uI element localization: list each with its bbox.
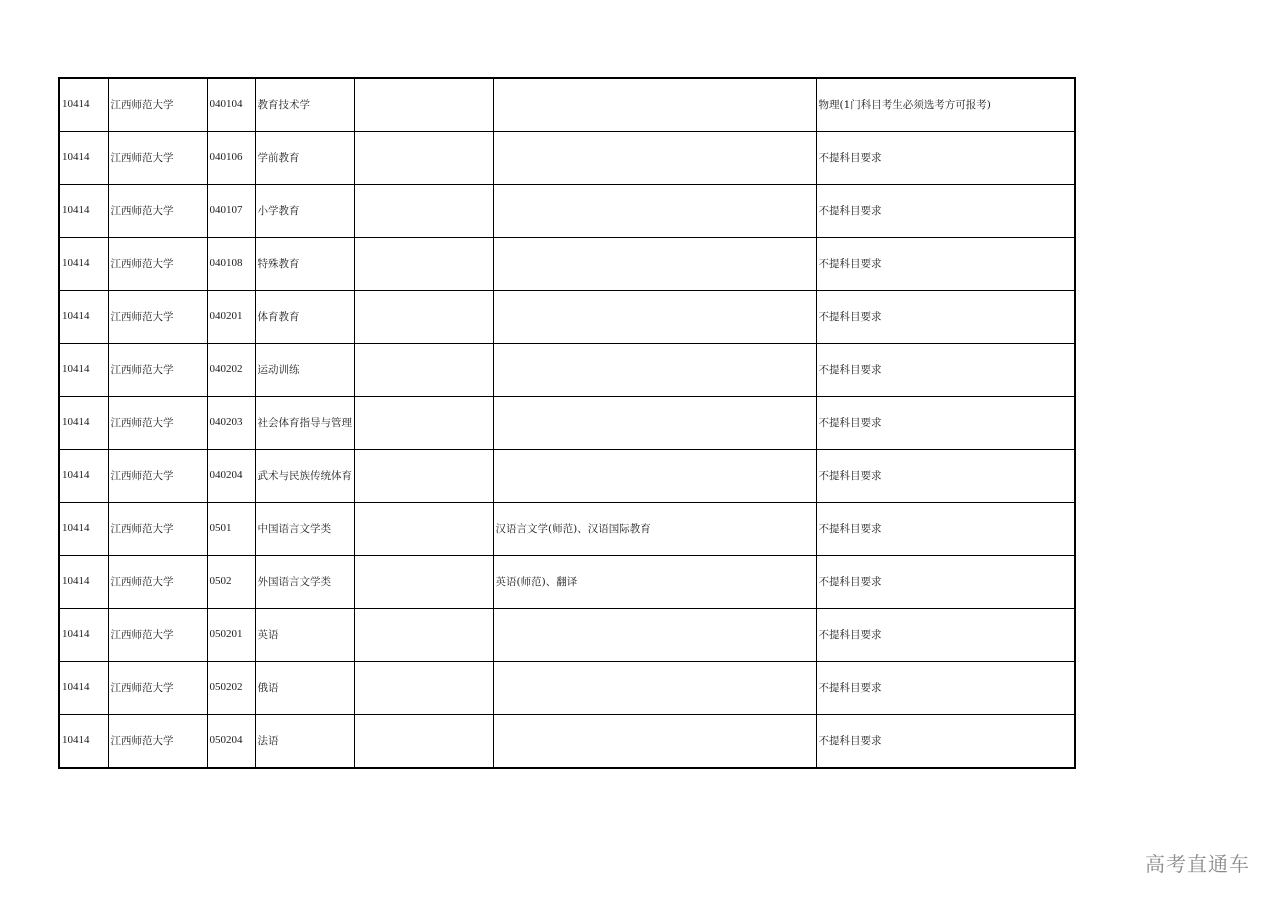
table-body xyxy=(59,78,1075,768)
school-name-cell: 江西师范大学 xyxy=(108,238,207,291)
included-majors-cell xyxy=(493,291,816,344)
school-name-cell: 江西师范大学 xyxy=(108,715,207,769)
major-name-cell: 英语 xyxy=(255,609,354,662)
subject-requirement-cell: 不提科目要求 xyxy=(816,238,1075,291)
major-code-cell: 040204 xyxy=(207,450,255,503)
school-code-cell: 10414 xyxy=(59,609,108,662)
school-name-cell: 江西师范大学 xyxy=(108,450,207,503)
school-code-cell: 10414 xyxy=(59,715,108,769)
major-requirements-table xyxy=(58,77,1076,769)
empty-cell xyxy=(354,185,493,238)
school-name-cell: 江西师范大学 xyxy=(108,609,207,662)
empty-cell xyxy=(354,503,493,556)
table-row xyxy=(59,556,1075,609)
table-row xyxy=(59,503,1075,556)
table-row xyxy=(59,291,1075,344)
major-code-cell: 040107 xyxy=(207,185,255,238)
school-name-cell: 江西师范大学 xyxy=(108,344,207,397)
major-name-cell: 外国语言文学类 xyxy=(255,556,354,609)
subject-requirement-cell: 不提科目要求 xyxy=(816,556,1075,609)
school-name-cell: 江西师范大学 xyxy=(108,185,207,238)
empty-cell xyxy=(354,662,493,715)
major-name-cell: 社会体育指导与管理 xyxy=(255,397,354,450)
table-row xyxy=(59,238,1075,291)
subject-requirement-cell: 不提科目要求 xyxy=(816,503,1075,556)
table-row xyxy=(59,185,1075,238)
empty-cell xyxy=(354,397,493,450)
included-majors-cell xyxy=(493,132,816,185)
school-code-cell: 10414 xyxy=(59,132,108,185)
school-code-cell: 10414 xyxy=(59,344,108,397)
empty-cell xyxy=(354,238,493,291)
empty-cell xyxy=(354,450,493,503)
major-name-cell: 小学教育 xyxy=(255,185,354,238)
major-name-cell: 俄语 xyxy=(255,662,354,715)
table-row xyxy=(59,78,1075,132)
table-row xyxy=(59,715,1075,769)
school-code-cell: 10414 xyxy=(59,556,108,609)
included-majors-cell xyxy=(493,238,816,291)
major-name-cell: 体育教育 xyxy=(255,291,354,344)
included-majors-cell xyxy=(493,662,816,715)
school-code-cell: 10414 xyxy=(59,238,108,291)
major-name-cell: 中国语言文学类 xyxy=(255,503,354,556)
school-name-cell: 江西师范大学 xyxy=(108,556,207,609)
included-majors-cell xyxy=(493,715,816,769)
school-name-cell: 江西师范大学 xyxy=(108,132,207,185)
major-code-cell: 0502 xyxy=(207,556,255,609)
empty-cell xyxy=(354,556,493,609)
school-name-cell: 江西师范大学 xyxy=(108,397,207,450)
school-code-cell: 10414 xyxy=(59,185,108,238)
table-row xyxy=(59,609,1075,662)
table-row xyxy=(59,397,1075,450)
subject-requirement-cell: 不提科目要求 xyxy=(816,715,1075,769)
table-row xyxy=(59,450,1075,503)
watermark-text: 高考直通车 xyxy=(1145,852,1250,876)
subject-requirement-cell: 不提科目要求 xyxy=(816,397,1075,450)
major-name-cell: 教育技术学 xyxy=(255,78,354,132)
included-majors-cell: 英语(师范)、翻译 xyxy=(493,556,816,609)
empty-cell xyxy=(354,715,493,769)
included-majors-cell: 汉语言文学(师范)、汉语国际教育 xyxy=(493,503,816,556)
included-majors-cell xyxy=(493,397,816,450)
table-row xyxy=(59,344,1075,397)
school-name-cell: 江西师范大学 xyxy=(108,503,207,556)
subject-requirement-cell: 不提科目要求 xyxy=(816,609,1075,662)
subject-requirement-cell: 不提科目要求 xyxy=(816,185,1075,238)
empty-cell xyxy=(354,132,493,185)
school-name-cell: 江西师范大学 xyxy=(108,291,207,344)
subject-requirement-cell: 不提科目要求 xyxy=(816,344,1075,397)
school-code-cell: 10414 xyxy=(59,291,108,344)
school-code-cell: 10414 xyxy=(59,78,108,132)
included-majors-cell xyxy=(493,78,816,132)
school-name-cell: 江西师范大学 xyxy=(108,662,207,715)
major-code-cell: 040108 xyxy=(207,238,255,291)
table-row xyxy=(59,132,1075,185)
major-code-cell: 040106 xyxy=(207,132,255,185)
table-row xyxy=(59,662,1075,715)
empty-cell xyxy=(354,609,493,662)
subject-requirement-cell: 不提科目要求 xyxy=(816,132,1075,185)
school-code-cell: 10414 xyxy=(59,503,108,556)
major-code-cell: 040203 xyxy=(207,397,255,450)
major-code-cell: 0501 xyxy=(207,503,255,556)
empty-cell xyxy=(354,78,493,132)
subject-requirement-cell: 不提科目要求 xyxy=(816,291,1075,344)
subject-requirement-cell: 不提科目要求 xyxy=(816,662,1075,715)
school-code-cell: 10414 xyxy=(59,450,108,503)
major-code-cell: 040202 xyxy=(207,344,255,397)
included-majors-cell xyxy=(493,344,816,397)
empty-cell xyxy=(354,291,493,344)
included-majors-cell xyxy=(493,450,816,503)
major-name-cell: 武术与民族传统体育 xyxy=(255,450,354,503)
school-code-cell: 10414 xyxy=(59,662,108,715)
major-name-cell: 运动训练 xyxy=(255,344,354,397)
school-code-cell: 10414 xyxy=(59,397,108,450)
major-code-cell: 050201 xyxy=(207,609,255,662)
school-name-cell: 江西师范大学 xyxy=(108,78,207,132)
major-code-cell: 040201 xyxy=(207,291,255,344)
empty-cell xyxy=(354,344,493,397)
major-code-cell: 050204 xyxy=(207,715,255,769)
included-majors-cell xyxy=(493,609,816,662)
major-name-cell: 法语 xyxy=(255,715,354,769)
included-majors-cell xyxy=(493,185,816,238)
subject-requirement-cell: 物理(1门科目考生必须选考方可报考) xyxy=(816,78,1075,132)
major-name-cell: 特殊教育 xyxy=(255,238,354,291)
major-code-cell: 040104 xyxy=(207,78,255,132)
subject-requirement-cell: 不提科目要求 xyxy=(816,450,1075,503)
major-name-cell: 学前教育 xyxy=(255,132,354,185)
major-code-cell: 050202 xyxy=(207,662,255,715)
